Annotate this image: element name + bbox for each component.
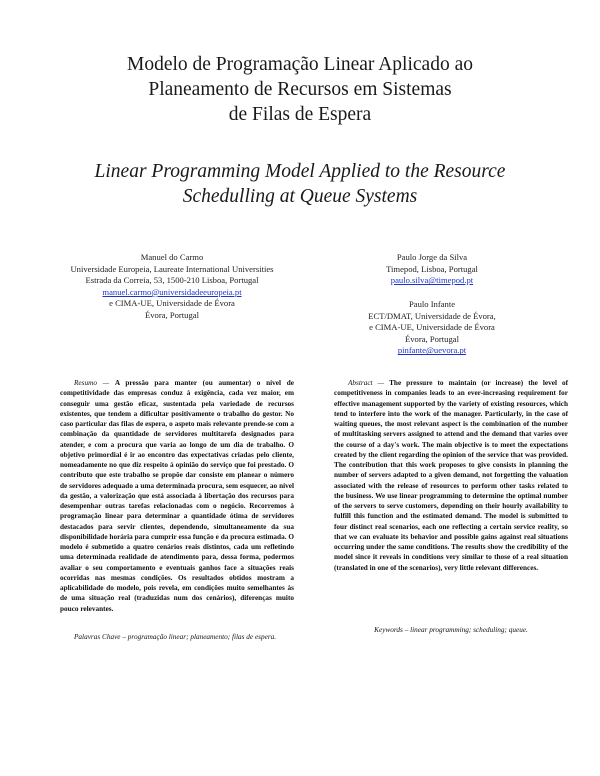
title-english <box>40 159 560 209</box>
author-address: Estrada da Correia, 53, 1500-210 Lisboa, Portugal <box>85 275 259 286</box>
keywords-pt-text: – programação linear; planeamento; filas de espera. <box>120 633 277 641</box>
title-en-line-1: Linear Programming Model Applied to the Resource <box>94 161 506 182</box>
author-email-link[interactable]: paulo.silva@timepod.pt <box>390 275 474 286</box>
title-pt-line-1: Modelo de Programação Linear Aplicado ao <box>126 54 473 75</box>
author-affiliation: Universidade Europeia, Laureate International Universities <box>70 263 274 274</box>
title-portuguese <box>40 52 560 127</box>
abstract-portuguese <box>60 378 294 614</box>
author-block-1 <box>40 252 304 322</box>
author-location: Évora, Portugal <box>405 333 459 344</box>
author-block-2 <box>300 252 564 287</box>
abstract-english <box>334 378 568 573</box>
author-email-link[interactable]: pinfante@uevora.pt <box>397 345 467 356</box>
author-location: Évora, Portugal <box>145 309 199 320</box>
title-pt-line-2: Planeamento de Recursos em Sistemas <box>148 79 452 100</box>
author-email-link[interactable]: manuel.carmo@universidadeeuropeia.pt <box>102 286 242 297</box>
abstract-pt-text: A pressão para manter (ou aumentar) o nível de competitividade das empresas conduz à exigência, cada vez maior, em conseguir uma gestão eficaz, sustentada pela variedade de recursos existentes, que tendem a dificultar positivamente o trabalho do gestor. No caso particular das filas de espera, o aspeto mais relevante prende-se com a combinação da quantidade de servidores multitarefa designados para atender, e com a procura que varia ao longo de um dia de trabalho. O objetivo primordial é ir ao encontro das expectativas criadas pelo cliente, nomeadamente no que diz respeito à opinião do serviço que foi prestado. O contributo que este trabalho se propõe dar consiste em planear o número de servidores adequado a uma determinada procura, sem esquecer, ao nível da gestão, a valorização que está associada à libertação dos recursos para desempenhar outras tarefas relacionadas com o negócio. Recorremos à programação linear para determinar a quantidade ótima de servidores destacados para servir clientes, dependendo, simultaneamente da sua disponibilidade horária para cumprir essa função e da procura estimada. O modelo é submetido a quatro cenários reais distintos, cada um refletindo uma determinada realidade de atendimento para, dessa forma, podermos avaliar o seu comportamento e eventuais ganhos face a situações reais ocorridas nas mesmas condições. Os resultados obtidos mostram a aplicabilidade do modelo, pois revela, em condições muito semelhantes às de uma situação real (traduzidas num dos cenários), diferenças muito pouco relevantes. <box>60 379 295 613</box>
author-name: Manuel do Carmo <box>140 252 204 262</box>
author-block-3 <box>300 299 564 357</box>
author-affiliation-2: e CIMA-UE, Universidade de Évora <box>369 322 495 333</box>
keywords-pt-label: Palavras Chave <box>74 633 121 641</box>
author-affiliation-2: e CIMA-UE, Universidade de Évora <box>109 298 235 309</box>
abstract-pt-label: Resumo — <box>74 379 110 387</box>
title-en-line-2: Schedulling at Queue Systems <box>182 186 418 207</box>
keywords-en-text: – linear programming; scheduling; queue. <box>402 626 528 634</box>
author-affiliation: ECT/DMAT, Universidade de Évora, <box>368 310 496 321</box>
title-pt-line-3: de Filas de Espera <box>228 104 372 125</box>
abstract-en-text: The pressure to maintain (or increase) the level of competitiveness in companies leads to an ever-increasing requirement for effective management supported by the variety of existing resources, which tend to interfere into the work of the manager. Particularly, in the case of waiting queues, the most relevant aspect is the combination of the number of multitasking servers assigned to attend and the demand that varies over the course of a day's work. The main objective is to meet the expectations created by the client regarding the opinion of the service that was provided. The contribution that this work proposes to give consists in planning the number of servers adapted to a given demand, not forgetting the valuation associated with the release of resources to perform other tasks related to the business. We use linear programming to determine the optimal number of the servers to serve customers, depending on their hourly availability to fulfill this function and the estimated demand. The model is submitted to four distinct real scenarios, each one reflecting a certain service reality, so that we can evaluate its behavior and possible gains against real situations occurring under the same conditions. The results show the credibility of the model since it reveals in conditions very similar to those of a real situation (translated in one of the scenarios), very little relevant differences. <box>334 379 569 572</box>
keywords-english <box>334 625 568 635</box>
author-name: Paulo Infante <box>408 299 456 309</box>
keywords-en-label: Keywords <box>374 626 403 634</box>
keywords-portuguese <box>60 632 294 642</box>
author-affiliation: Timepod, Lisboa, Portugal <box>386 263 478 274</box>
abstract-en-label: Abstract — <box>348 379 385 387</box>
author-name: Paulo Jorge da Silva <box>396 252 468 262</box>
